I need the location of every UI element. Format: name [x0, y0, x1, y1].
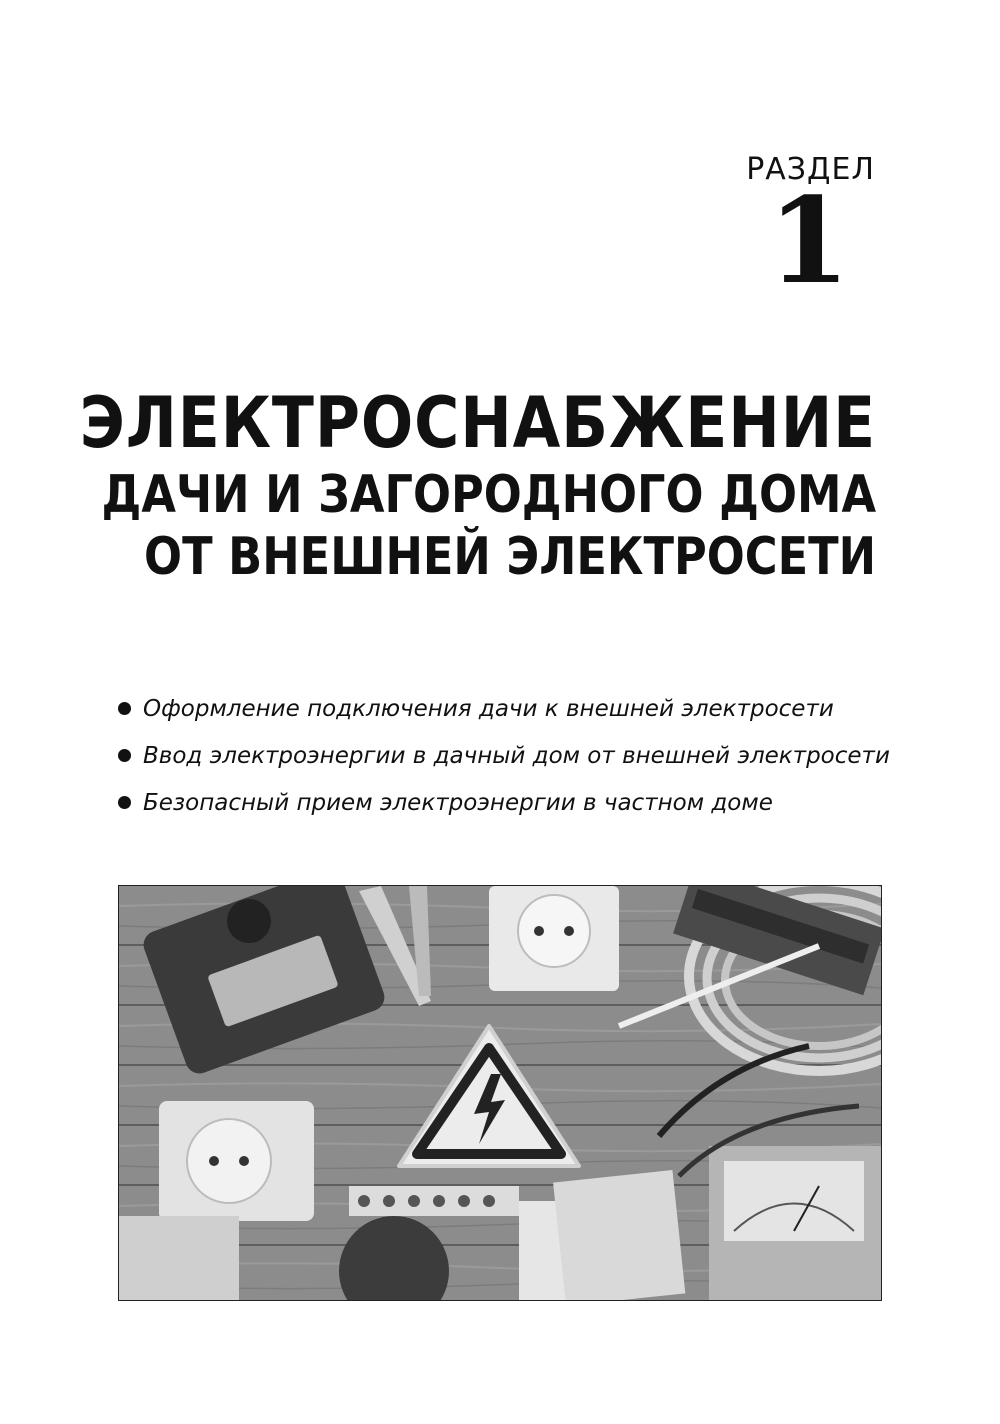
photo-illustration — [119, 886, 881, 1300]
electrical-tools-photo — [118, 885, 882, 1301]
list-item-text: Оформление подключения дачи к внешней электросети — [143, 695, 834, 722]
bullet-icon — [118, 702, 131, 715]
list-item-text: Безопасный прием электроэнергии в частном доме — [143, 789, 773, 816]
bullet-icon — [118, 749, 131, 762]
title-line-3: ОТ ВНЕШНЕЙ ЭЛЕКТРОСЕТИ — [143, 527, 876, 587]
chapter-title — [0, 382, 876, 588]
list-item — [118, 732, 890, 779]
section-number: 1 — [767, 171, 850, 310]
bullet-icon — [118, 796, 131, 809]
list-item — [118, 779, 890, 826]
bullet-list — [118, 685, 890, 826]
section-label: РАЗДЕЛ — [746, 152, 875, 187]
title-main: ЭЛЕКТРОСНАБЖЕНИЕ — [79, 382, 876, 464]
socket-icon — [489, 886, 619, 991]
list-item — [118, 685, 890, 732]
list-item-text: Ввод электроэнергии в дачный дом от внешней электросети — [143, 742, 890, 769]
title-line-2: ДАЧИ И ЗАГОРОДНОГО ДОМА — [101, 465, 876, 525]
